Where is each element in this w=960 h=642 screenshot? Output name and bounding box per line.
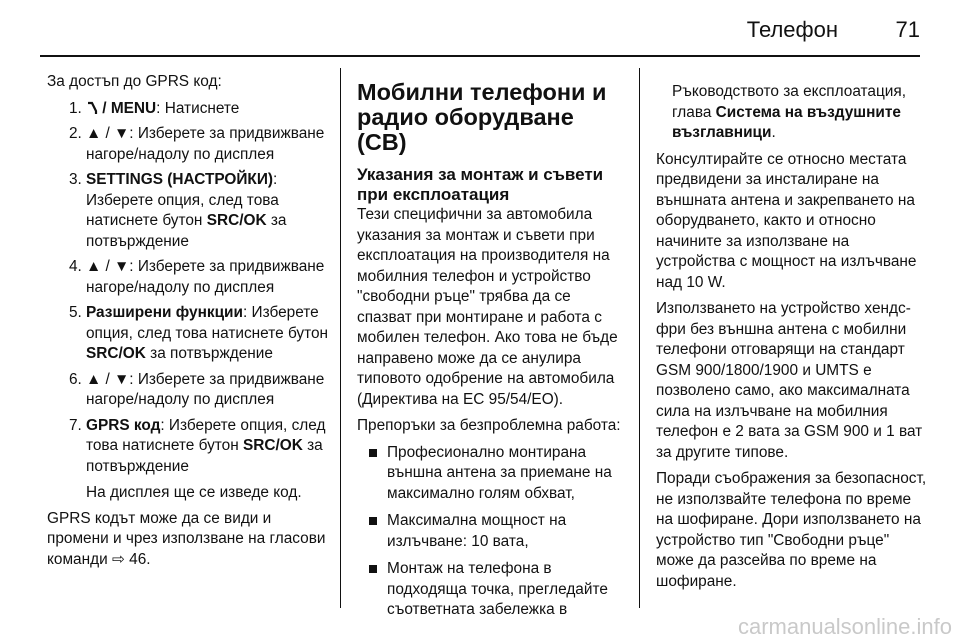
step-7-text: : Изберете опция, след това натиснете бутон SRC/OK за потвърждение: [86, 416, 326, 475]
step-6-text: ▲ / ▼: Изберете за придвижване нагоре/надолу по дисплея: [86, 370, 325, 408]
settings-label: SETTINGS (НАСТРОЙКИ): [86, 171, 274, 188]
step-1: [47, 99, 329, 120]
middle-column: [357, 80, 629, 628]
bullet-square-icon: [369, 517, 377, 525]
column-divider-left: [340, 68, 341, 608]
step-1-text: / MENU: Натиснете: [86, 100, 239, 117]
step-3: [47, 170, 329, 252]
step-2: [47, 124, 329, 165]
step-5: [47, 303, 329, 365]
header-rule: [40, 55, 920, 57]
left-column: [47, 72, 329, 576]
list-item: Максимална мощност на излъчване: 10 вата,: [357, 511, 629, 552]
page-header: [0, 0, 960, 58]
gprs-code-label: GPRS код: [86, 416, 161, 434]
step-number: 4.: [69, 258, 82, 275]
paragraph: Използването на устройство хендс-фри без външна антена с мобилни телефони отговарящи на стандарт GSM 900/1800/1900 и UMTS е позволено само, ако максималната сила на излъчване на мобилния телефон е 2 вата за GSM 900 и 1 ват за другите типове.: [656, 300, 923, 461]
step-2-text: ▲ / ▼: Изберете за придвижване нагоре/надолу по дисплея: [86, 125, 325, 163]
step-7: [47, 416, 329, 504]
step-7-note: На дисплея ще се изведе код.: [86, 484, 302, 501]
continued-paragraph: Ръководството за експлоатация, глава Система на въздушните възглавници.: [672, 83, 907, 141]
gprs-intro: За достъп до GPRS код:: [47, 73, 222, 90]
airbag-chapter-label: Система на въздушните възглавници: [672, 103, 901, 141]
step-number: 3.: [69, 171, 82, 188]
paragraph: Консултирайте се относно местата предвидени за инсталиране на външната антена и закрепването на оборудването, както и относно начините за използване на устройства с мощност на излъчване над 10 W.: [656, 150, 917, 291]
gprs-steps: [47, 99, 329, 504]
step-number: 7.: [69, 416, 82, 434]
step-6: [47, 370, 329, 411]
bullet-square-icon: [369, 565, 377, 573]
step-number: 5.: [69, 304, 82, 321]
step-number: 6.: [69, 370, 82, 388]
step-4-text: ▲ / ▼: Изберете за придвижване нагоре/надолу по дисплея: [86, 258, 325, 296]
right-column: [656, 82, 928, 598]
watermark: carmanualsonline.info: [737, 614, 952, 639]
column-divider-right: [639, 68, 640, 608]
section-heading: Мобилни телефони и радио оборудване (CB): [357, 79, 607, 155]
advanced-functions-label: Разширени функции: [86, 304, 243, 321]
recommendations-list: [357, 443, 629, 621]
step-5-text: : Изберете опция, след това натиснете бутон SRC/OK за потвърждение: [86, 304, 329, 362]
step-3-text: : Изберете опция, след това натиснете бутон SRC/OK за потвърждение: [86, 171, 287, 250]
subsection-heading: Указания за монтаж и съвети при експлоатация: [357, 165, 604, 204]
step-number: 2.: [69, 125, 82, 142]
gprs-closing: GPRS кодът може да се види и промени и чрез използване на гласови команди ⇨ 46.: [47, 509, 326, 568]
paragraph: Тези специфични за автомобила указания за монтаж и съвети при експлоатация на производителя на мобилния телефон и устройство "свободни ръце" трябва да се спазват при монтиране и работа с мобилен телефон. Ако това не бъде направено може да се анулира типовото одобрение на автомобила (Директива на ЕС 95/54/ЕО).: [357, 206, 618, 408]
page-title: Телефон: [746, 17, 838, 42]
list-item: Професионално монтирана външна антена за приемане на максимално голям обхват,: [357, 443, 629, 505]
list-item: Монтаж на телефона в подходяща точка, прегледайте съответната забележка в: [357, 559, 629, 621]
page-number: 71: [895, 17, 920, 42]
paragraph: Поради съображения за безопасност, не използвайте телефона по време на шофиране. Дори използването на устройство тип "Свободни ръце" може да разсейва по време на шофиране.: [656, 470, 927, 590]
step-number: 1.: [69, 99, 82, 117]
bullet-square-icon: [369, 449, 377, 457]
phone-hook-icon: [86, 101, 98, 115]
step-4: [47, 257, 329, 298]
paragraph: Препоръки за безпроблемна работа:: [357, 417, 621, 434]
